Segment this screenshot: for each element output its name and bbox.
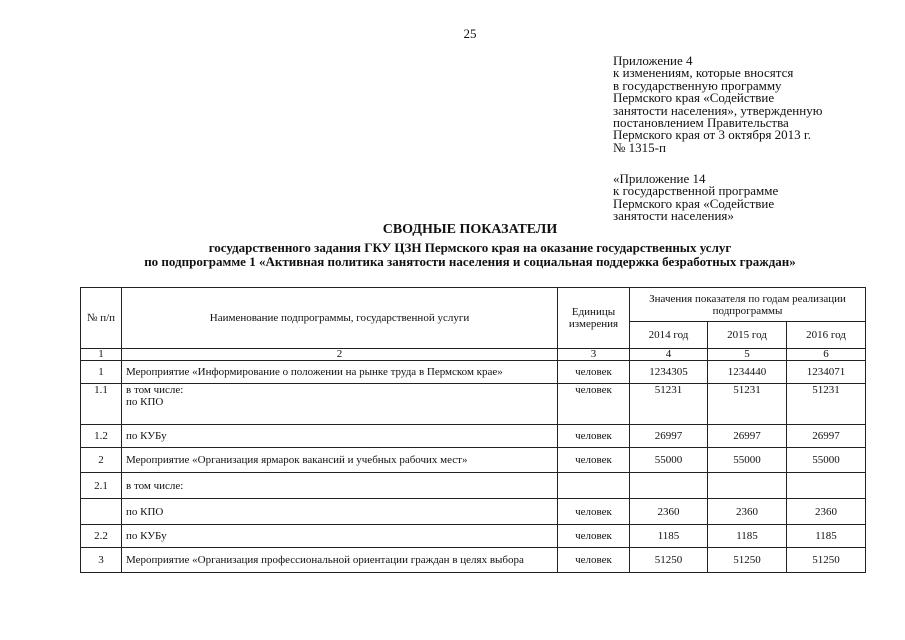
row-value-2015: 2360: [708, 499, 787, 525]
row-value-2014: 26997: [630, 425, 708, 448]
row-unit: человек: [558, 499, 630, 525]
row-name-line: в том числе:: [126, 384, 184, 396]
row-name: [122, 384, 558, 425]
row-value-2014: 1234305: [630, 361, 708, 384]
index-cell: 1: [81, 349, 122, 361]
appendix-line: занятости населения», утвержденную: [613, 102, 823, 118]
row-value-2016: 26997: [787, 425, 866, 448]
table-row: [81, 425, 866, 448]
appendix-line: Пермского края «Содействие: [613, 195, 775, 211]
document-subtitle: [0, 241, 905, 269]
table-row: [81, 448, 866, 473]
page-number: 25: [463, 26, 477, 41]
appendix-line: «Приложение 14: [613, 171, 706, 186]
row-value-2015: 1234440: [708, 361, 787, 384]
row-value-2015: 1185: [708, 525, 787, 548]
appendix-line: к государственной программе: [613, 183, 779, 199]
row-value-2016: 51231: [787, 384, 866, 425]
row-num: 2.2: [81, 525, 122, 548]
row-name-line: по КПО: [126, 396, 164, 408]
row-name: по КУБу: [122, 525, 558, 548]
index-row: [81, 349, 866, 361]
row-num: 1: [81, 361, 122, 384]
row-value-2015: 55000: [708, 448, 787, 473]
row-name: по КУБу: [122, 425, 558, 448]
index-cell: 5: [708, 349, 787, 361]
row-value-2014: 51250: [630, 548, 708, 573]
index-cell: 6: [787, 349, 866, 361]
header-values: Значения показателя по годам реализации подпрограммы: [630, 288, 866, 322]
header-name: Наименование подпрограммы, государственной услуги: [122, 288, 558, 349]
row-unit: [558, 473, 630, 499]
row-value-2016: 2360: [787, 499, 866, 525]
row-value-2015: 26997: [708, 425, 787, 448]
appendix-line: Приложение 4: [613, 53, 693, 68]
row-num: 1.1: [81, 384, 122, 425]
subtitle-line-2: по подпрограмме 1 «Активная политика занятости населения и социальная поддержка безработных граждан»: [144, 254, 796, 269]
row-unit: человек: [558, 384, 630, 425]
row-name: Мероприятие «Информирование о положении на рынке труда в Пермском крае»: [122, 361, 558, 384]
row-unit: человек: [558, 548, 630, 573]
row-value-2014: 2360: [630, 499, 708, 525]
indicators-table: [80, 287, 866, 573]
appendix-header: [613, 55, 822, 154]
appendix-line: в государственную программу: [613, 77, 782, 93]
row-num: 1.2: [81, 425, 122, 448]
row-num: [81, 499, 122, 525]
document-title: СВОДНЫЕ ПОКАЗАТЕЛИ: [382, 222, 558, 237]
appendix-14-header: [613, 173, 778, 223]
header-year-2014: 2014 год: [630, 322, 708, 349]
header-num: № п/п: [81, 288, 122, 349]
row-num: 2: [81, 448, 122, 473]
row-unit: человек: [558, 525, 630, 548]
header-year-2016: 2016 год: [787, 322, 866, 349]
subtitle-line-1: государственного задания ГКУ ЦЗН Пермского края на оказание государственных услуг: [208, 240, 732, 255]
row-value-2014: 51231: [630, 384, 708, 425]
table-row: [81, 473, 866, 499]
row-value-2014: [630, 473, 708, 499]
table-row: [81, 499, 866, 525]
row-value-2014: 55000: [630, 448, 708, 473]
row-name: Мероприятие «Организация профессиональной ориентации граждан в целях выбора: [122, 548, 558, 573]
row-unit: человек: [558, 448, 630, 473]
row-value-2016: 1234071: [787, 361, 866, 384]
appendix-line: постановлением Правительства: [613, 115, 789, 131]
row-unit: человек: [558, 425, 630, 448]
table-row: [81, 384, 866, 425]
header-year-2015: 2015 год: [708, 322, 787, 349]
row-value-2015: 51231: [708, 384, 787, 425]
row-name: в том числе:: [122, 473, 558, 499]
table-row: [81, 361, 866, 384]
appendix-line: Пермского края от 3 октября 2013 г.: [613, 127, 812, 143]
index-cell: 3: [558, 349, 630, 361]
row-value-2015: [708, 473, 787, 499]
row-unit: человек: [558, 361, 630, 384]
row-num: 3: [81, 548, 122, 573]
row-value-2015: 51250: [708, 548, 787, 573]
row-value-2016: [787, 473, 866, 499]
header-unit: Единицы измерения: [558, 288, 630, 349]
row-value-2014: 1185: [630, 525, 708, 548]
row-value-2016: 1185: [787, 525, 866, 548]
table-row: [81, 548, 866, 573]
table-row: [81, 525, 866, 548]
row-value-2016: 51250: [787, 548, 866, 573]
row-name: по КПО: [122, 499, 558, 525]
appendix-line: Пермского края «Содействие: [613, 90, 775, 106]
row-value-2016: 55000: [787, 448, 866, 473]
row-num: 2.1: [81, 473, 122, 499]
index-cell: 2: [122, 349, 558, 361]
appendix-line: № 1315-п: [613, 139, 666, 155]
appendix-line: занятости населения»: [613, 208, 734, 224]
row-name: Мероприятие «Организация ярмарок вакансий и учебных рабочих мест»: [122, 448, 558, 473]
appendix-line: к изменениям, которые вносятся: [613, 65, 794, 81]
index-cell: 4: [630, 349, 708, 361]
